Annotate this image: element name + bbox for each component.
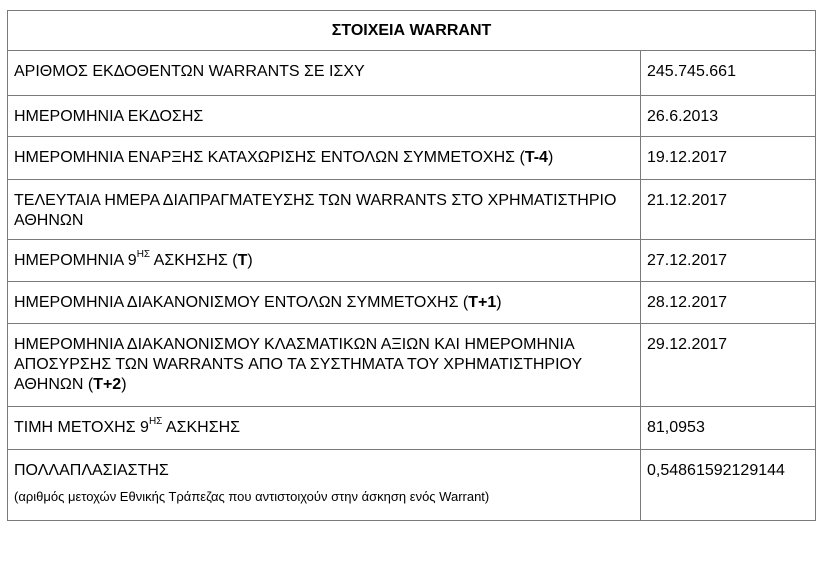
row-label: ΗΜΕΡΟΜΗΝΙΑ ΕΚΔΟΣΗΣ — [8, 96, 641, 137]
row-label: ΤΙΜΗ ΜΕΤΟΧΗΣ $9^{H\Sigma}$ ΑΣΚΗΣΗΣ — [8, 407, 641, 450]
table-header-row — [8, 11, 816, 51]
table-row — [8, 282, 816, 324]
warrant-details-table — [7, 10, 816, 521]
table-row — [8, 240, 816, 282]
row-label: ΑΡΙΘΜΟΣ ΕΚΔΟΘΕΝΤΩΝ WARRANTS ΣΕ ΙΣΧΥ — [8, 51, 641, 96]
table-row — [8, 96, 816, 137]
row-label: ΗΜΕΡΟΜΗΝΙΑ ΔΙΑΚΑΝΟΝΙΣΜΟΥ ΕΝΤΟΛΩΝ ΣΥΜΜΕΤΟΧΗΣ (T+1) — [8, 282, 641, 324]
row-value: 21.12.2017 — [641, 180, 816, 240]
row-value: 19.12.2017 — [641, 137, 816, 180]
row-label: ΠΟΛΛΑΠΛΑΣΙΑΣΤΗΣ (αριθμός μετοχών Εθνικής Τράπεζας που αντιστοιχούν στην άσκηση ενός Warrant) — [8, 450, 641, 521]
row-note: (αριθμός μετοχών Εθνικής Τράπεζας που αντιστοιχούν στην άσκηση ενός Warrant) — [14, 489, 490, 504]
table-row — [8, 407, 816, 450]
table-row — [8, 324, 816, 407]
row-label: ΗΜΕΡΟΜΗΝΙΑ ΔΙΑΚΑΝΟΝΙΣΜΟΥ ΚΛΑΣΜΑΤΙΚΩΝ ΑΞΙΩΝ ΚΑΙ ΗΜΕΡΟΜΗΝΙΑ ΑΠΟΣΥΡΣΗΣ ΤΩΝ WARRANTS ΑΠΟ ΤΑ ΣΥΣΤΗΜΑΤΑ ΤΟΥ ΧΡΗΜΑΤΙΣΤΗΡΙΟΥ ΑΘΗΝΩΝ (T+2) — [8, 324, 641, 407]
row-label: ΗΜΕΡΟΜΗΝΙΑ $9^{H\Sigma}$ ΑΣΚΗΣΗΣ (T) — [8, 240, 641, 282]
row-value: 28.12.2017 — [641, 282, 816, 324]
row-value: 81,0953 — [641, 407, 816, 450]
row-value: 27.12.2017 — [641, 240, 816, 282]
table-title: ΣΤΟΙΧΕΙΑ WARRANT — [8, 11, 816, 51]
row-value: 0,54861592129144 — [641, 450, 816, 521]
row-value: 245.745.661 — [641, 51, 816, 96]
row-value: 29.12.2017 — [641, 324, 816, 407]
row-value: 26.6.2013 — [641, 96, 816, 137]
table-row — [8, 450, 816, 521]
table-row — [8, 51, 816, 96]
row-label: ΗΜΕΡΟΜΗΝΙΑ ΕΝΑΡΞΗΣ ΚΑΤΑΧΩΡΙΣΗΣ ΕΝΤΟΛΩΝ ΣΥΜΜΕΤΟΧΗΣ (T-4) — [8, 137, 641, 180]
table-row — [8, 137, 816, 180]
row-label: ΤΕΛΕΥΤΑΙΑ ΗΜΕΡΑ ΔΙΑΠΡΑΓΜΑΤΕΥΣΗΣ ΤΩΝ WARRANTS ΣΤΟ ΧΡΗΜΑΤΙΣΤΗΡΙΟ ΑΘΗΝΩΝ — [8, 180, 641, 240]
table-row — [8, 180, 816, 240]
